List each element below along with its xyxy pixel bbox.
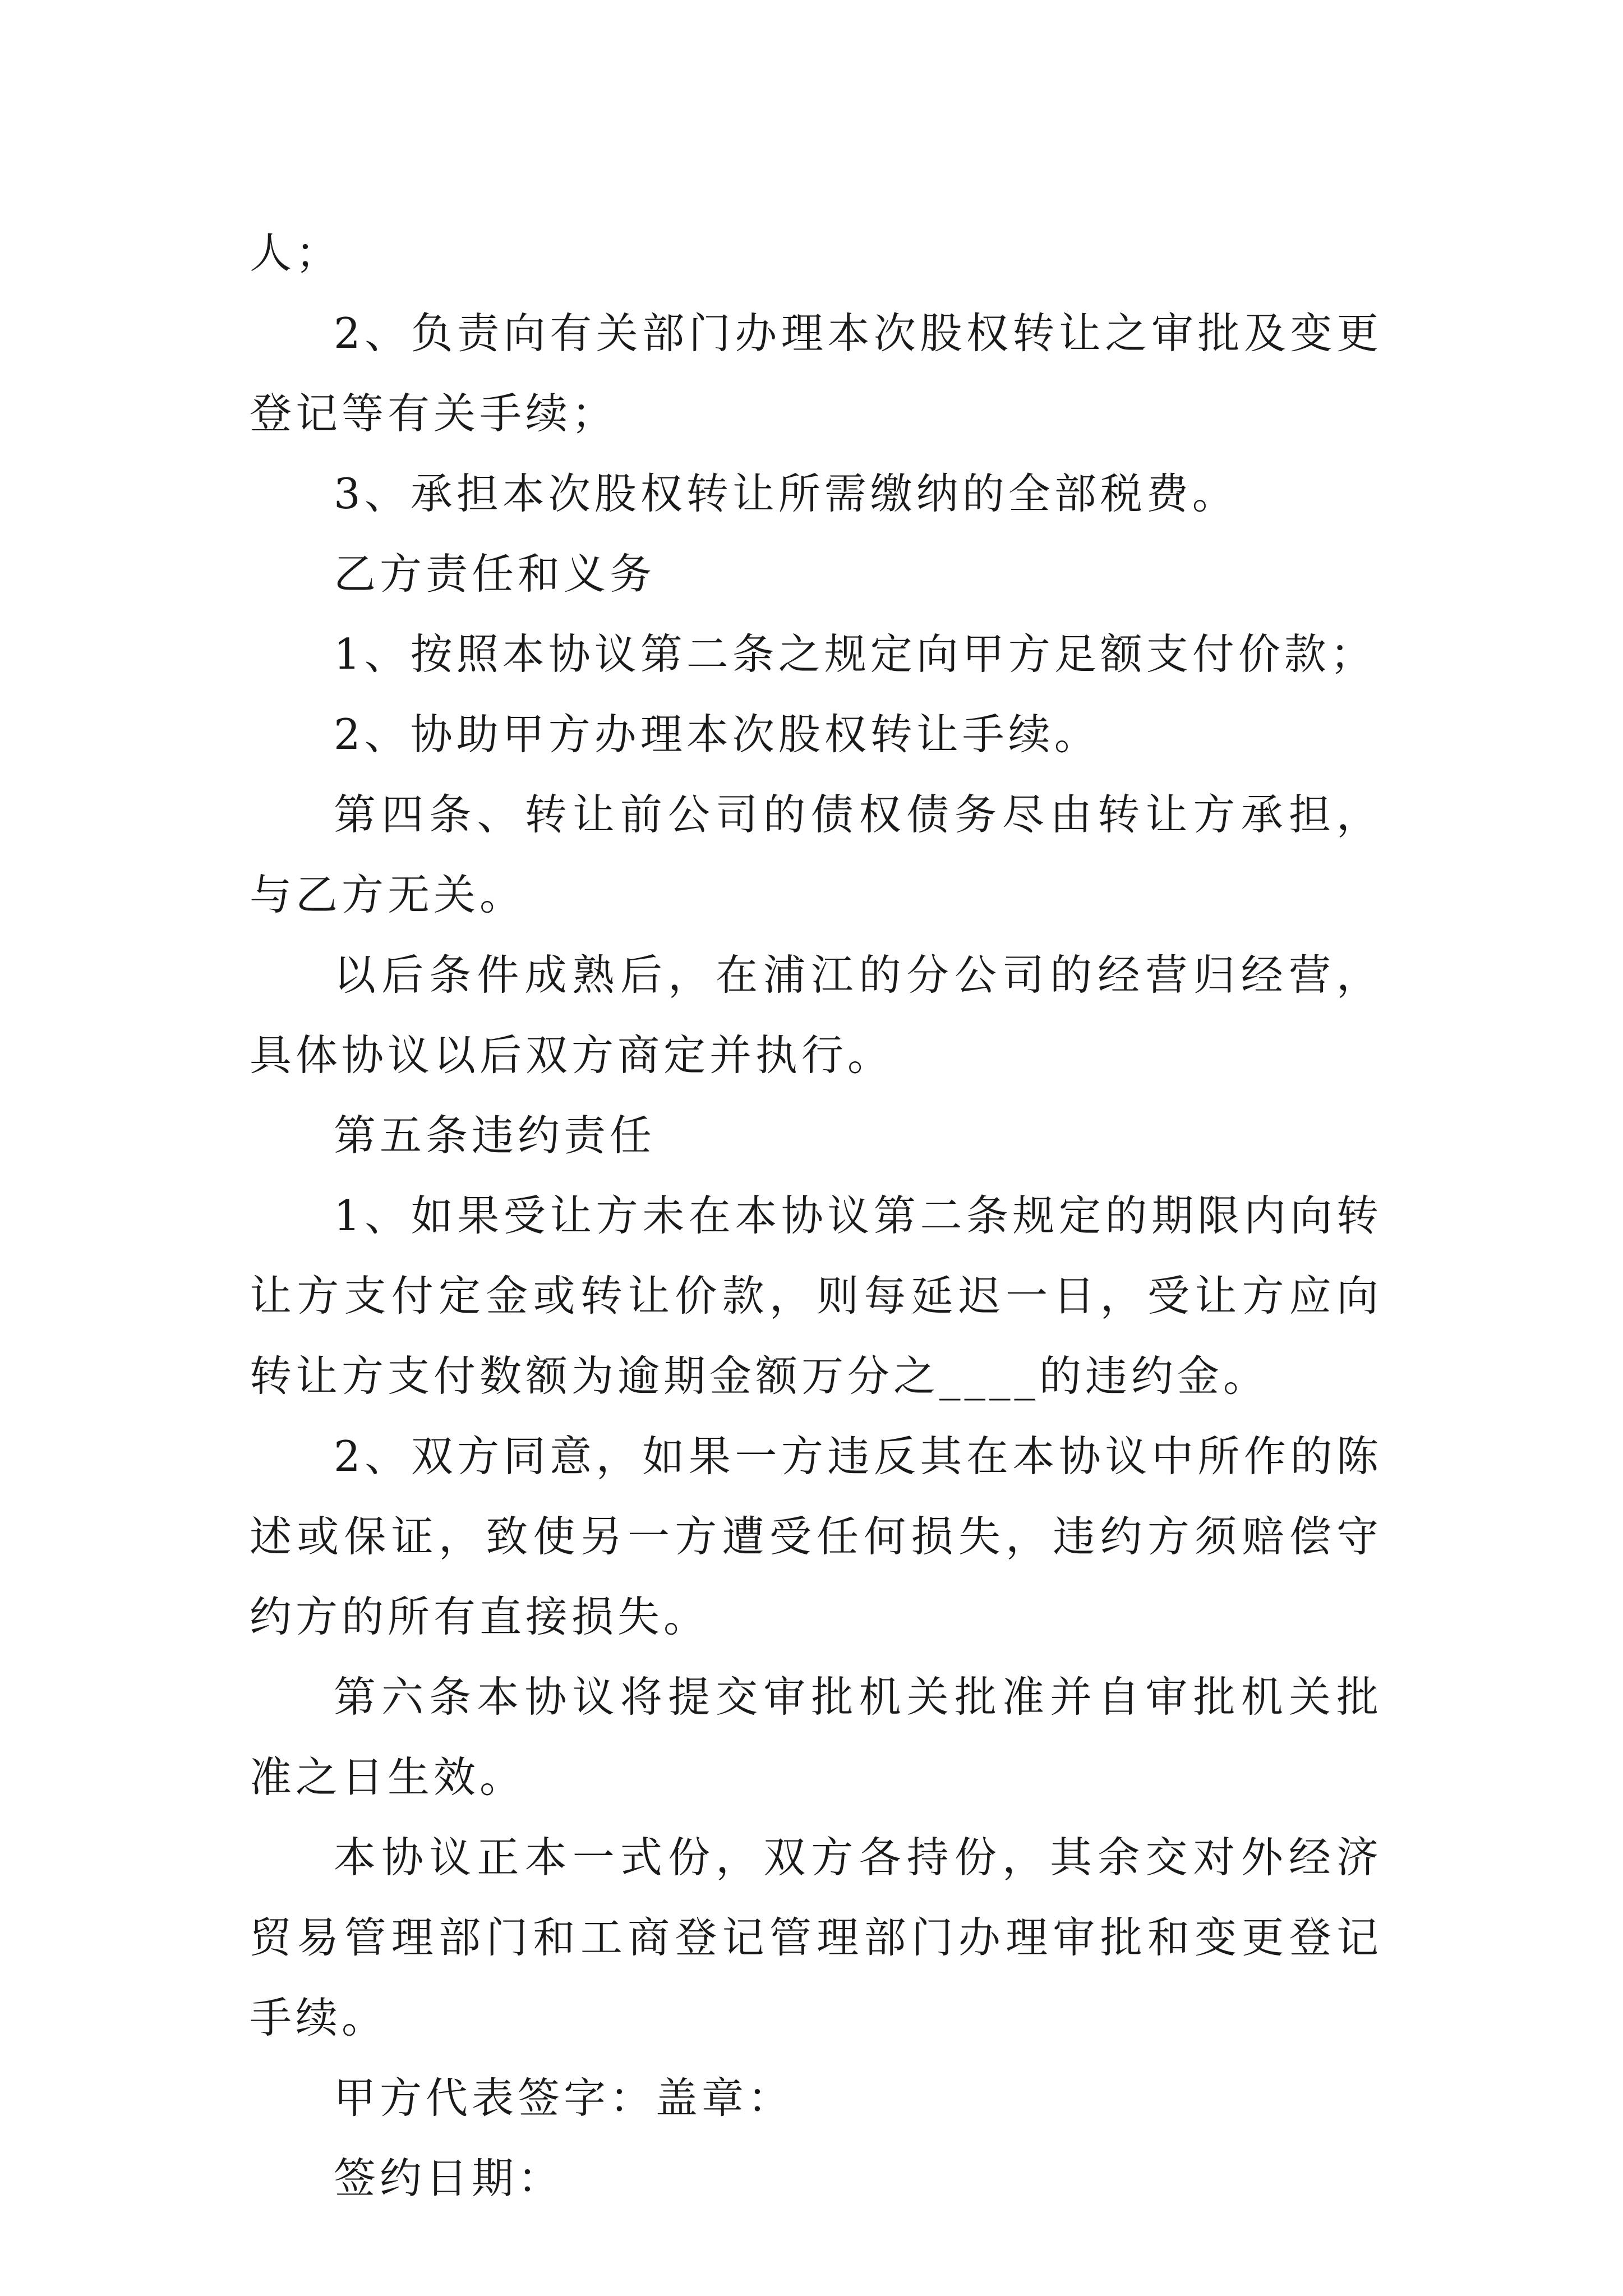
paragraph-breach-2: 2、双方同意，如果一方违反其在本协议中所作的陈述或保证，致使另一方遭受任何损失，违约方须赔偿守约方的所有直接损失。	[250, 1432, 1382, 1641]
paragraph-branch-note: 以后条件成熟后，在浦江的分公司的经营归经营，具体协议以后双方商定并执行。	[250, 950, 1382, 1080]
section-heading-party-b: 乙方责任和义务	[334, 549, 656, 599]
signature-line: 甲方代表签字：盖章：	[334, 2073, 794, 2123]
paragraph-article-4: 第四条、转让前公司的债权债务尽由转让方承担，与乙方无关。	[250, 790, 1382, 919]
paragraph-copies: 本协议正本一式份，双方各持份，其余交对外经济贸易管理部门和工商登记管理部门办理审批和变更登记手续。	[250, 1833, 1382, 2042]
document-body	[250, 213, 1382, 2219]
paragraph-continuation: 人；	[250, 228, 342, 278]
paragraph-party-b-duty-2: 2、协助甲方办理本次股权转让手续。	[334, 710, 1100, 759]
section-heading-article-5: 第五条违约责任	[334, 1111, 656, 1160]
paragraph-breach-1: 1、如果受让方未在本协议第二条规定的期限内向转让方支付定金或转让价款，则每延迟一日，受让方应向转让方支付数额为逾期金额万分之____的违约金。	[250, 1191, 1382, 1401]
signing-date-line: 签约日期：	[334, 2154, 564, 2203]
paragraph-party-a-duty-3: 3、承担本次股权转让所需缴纳的全部税费。	[334, 469, 1238, 518]
paragraph-party-b-duty-1: 1、按照本协议第二条之规定向甲方足额支付价款；	[334, 629, 1376, 679]
paragraph-article-6: 第六条本协议将提交审批机关批准并自审批机关批准之日生效。	[250, 1672, 1382, 1802]
paragraph-party-a-duty-2: 2、负责向有关部门办理本次股权转让之审批及变更登记等有关手续；	[250, 309, 1382, 438]
